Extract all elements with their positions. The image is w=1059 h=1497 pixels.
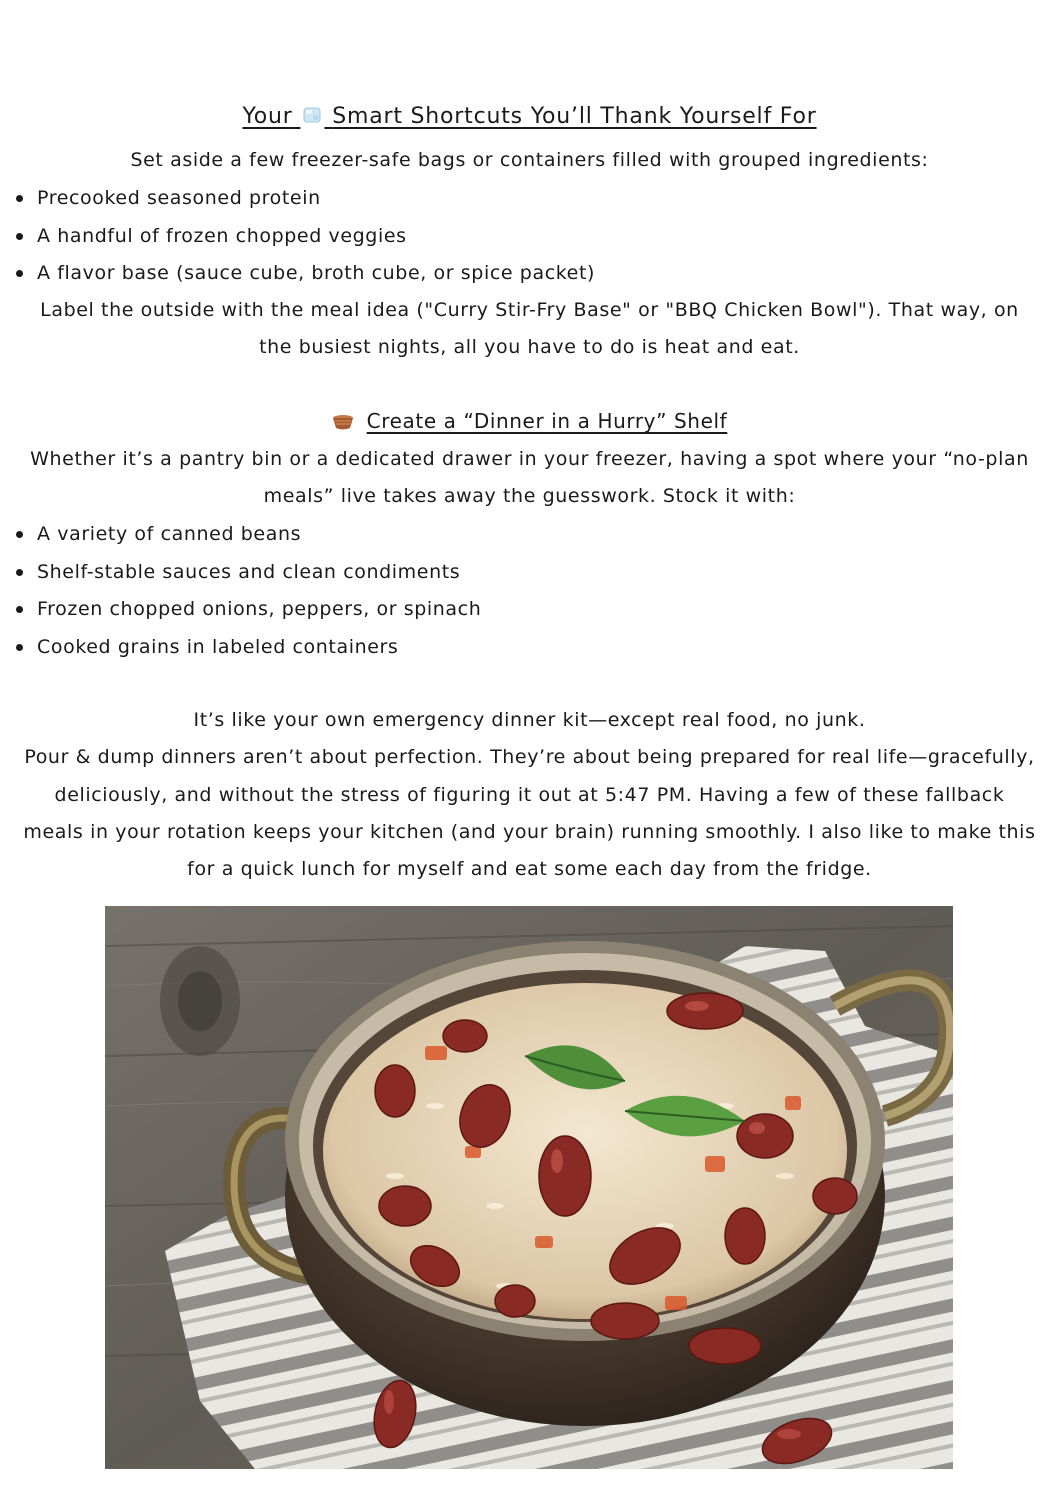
closing-line1: It’s like your own emergency dinner kit—except real food, no junk. <box>193 709 866 731</box>
bullet-dot <box>16 644 23 651</box>
list-item <box>0 634 481 672</box>
list-item <box>0 223 595 261</box>
ice-cube-icon <box>302 105 322 125</box>
section-heading-dinner-shelf <box>0 408 1059 434</box>
closing-line3: deliciously, and without the stress of figuring it out at 5:47 PM. Having a few of these fallback <box>54 784 1005 806</box>
list-item-text: A variety of canned beans <box>37 523 302 545</box>
section2-intro-line2: meals” live takes away the guesswork. Stock it with: <box>263 485 796 507</box>
closing-line5: for a quick lunch for myself and eat some each day from the fridge. <box>187 858 872 880</box>
heading-text-after: Smart Shortcuts You’ll Thank Yourself For <box>332 104 817 129</box>
section1-outro-line1: Label the outside with the meal idea ("Curry Stir-Fry Base" or "BBQ Chicken Bowl"). That way, on <box>40 299 1019 321</box>
list-item <box>0 596 481 634</box>
section1-bullet-list <box>0 185 595 298</box>
list-item <box>0 521 481 559</box>
closing-line2: Pour & dump dinners aren’t about perfection. They’re about being prepared for real life—gracefully, <box>24 746 1035 768</box>
closing-line4: meals in your rotation keeps your kitchen (and your brain) running smoothly. I also like to make this <box>23 821 1036 843</box>
section1-outro-line2: the busiest nights, all you have to do is heat and eat. <box>259 336 800 358</box>
section1-intro: Set aside a few freezer-safe bags or containers filled with grouped ingredients: <box>130 149 929 171</box>
section2-heading-text: Create a “Dinner in a Hurry” Shelf <box>366 409 728 433</box>
bullet-dot <box>16 195 23 202</box>
section-heading-smart-shortcuts <box>0 104 1059 130</box>
list-item-text: A flavor base (sauce cube, broth cube, or spice packet) <box>37 262 596 284</box>
list-item-text: Precooked seasoned protein <box>37 187 321 209</box>
list-item-text: Frozen chopped onions, peppers, or spinach <box>37 598 482 620</box>
bullet-dot <box>16 569 23 576</box>
list-item <box>0 559 481 597</box>
bullet-dot <box>16 270 23 277</box>
list-item-text: Shelf-stable sauces and clean condiments <box>37 560 461 583</box>
heading-text-before: Your <box>242 104 293 129</box>
photo-illustration <box>105 906 953 1469</box>
section2-bullet-list <box>0 521 481 671</box>
bullet-dot <box>16 531 23 538</box>
list-item <box>0 260 595 298</box>
list-item <box>0 185 595 223</box>
section2-intro-line1: Whether it’s a pantry bin or a dedicated drawer in your freezer, having a spot where your “no-plan <box>30 448 1029 470</box>
basket-icon <box>332 411 354 431</box>
bullet-dot <box>16 233 23 240</box>
list-item-text: A handful of frozen chopped veggies <box>37 224 407 247</box>
bullet-dot <box>16 606 23 613</box>
list-item-text: Cooked grains in labeled containers <box>37 635 399 658</box>
bowl-of-rice-and-kidney-beans-photo <box>105 906 953 1469</box>
